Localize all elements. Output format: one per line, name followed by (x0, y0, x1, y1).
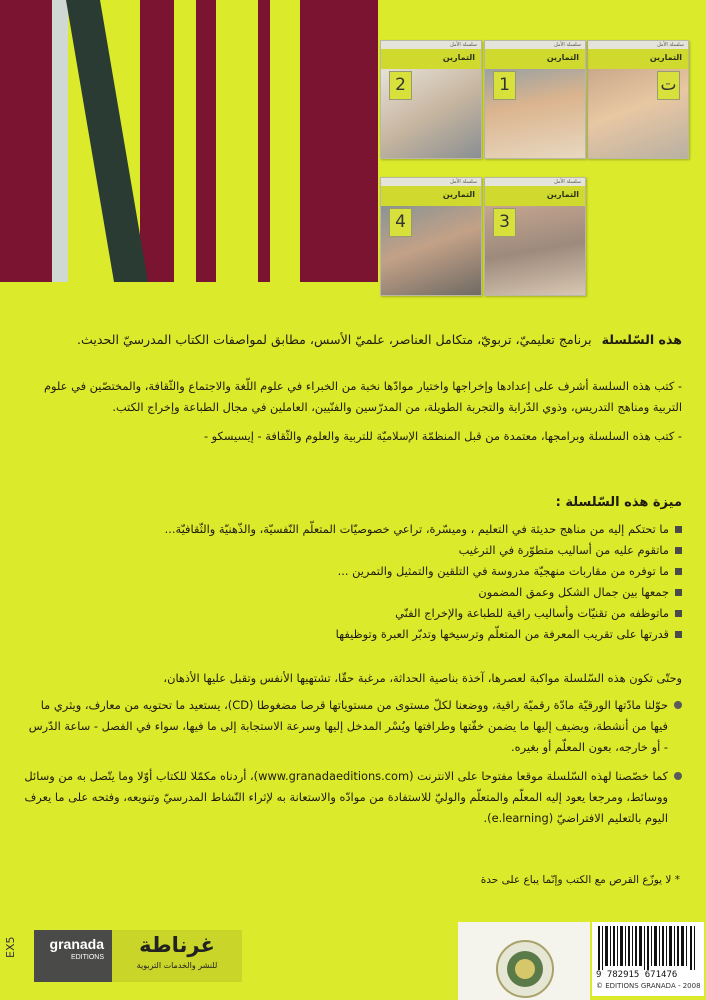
book-cover-level-4: سلسلة الأمل التمارين 4 (380, 177, 482, 296)
feature-item: جمعها بين جمال الشكل وعمق المضمون (24, 582, 682, 603)
feature-item: ما تحتكم إليه من مناهج حديثة في التعليم ، وميسّرة، تراعي خصوصيّات المتعلّم النّفسيّة، والذّهنيّة والثّقافيّة... (24, 519, 682, 540)
bullet-circle-icon (674, 772, 682, 780)
website-item: كما خصّصنا لهذه السّلسلة موقعا مفتوحا على الانترنت (www.granadaeditions.com)، أردناه مكمّلا للكتاب أوّلا وما يتّصل به من وسائل ووسائط، ومرجعا يعود إليه المعلّم والمتعلّم والوليّ للاستفادة من موادّه والاستعانة به لإثراء النّشاط المدرسيّ وتنويعه، وفتحه على ما يعرف اليوم بالتعليم الافتراضيّ (e.learning). (24, 766, 682, 829)
isesco-seal-icon (494, 938, 556, 1000)
bullet-square-icon (675, 631, 682, 638)
features-heading: ميزة هذه السّلسلة : (555, 495, 682, 510)
book-cover-level-1: سلسلة الأمل التمارين 1 (484, 40, 586, 159)
publisher-logo: granada EDITIONS غرناطة للنشر والخدمات التربوية (34, 930, 242, 982)
intro-section (24, 329, 682, 350)
feature-item: ماتقوم عليه من أساليب متطوّرة في الترغيب (24, 540, 682, 561)
intro-lead: هذه السّلسلة (601, 332, 682, 347)
closing-text: وحتّى تكون هذه السّلسلة مواكبة لعصرها، آخذة بناصية الحداثة، مرغبة حقّا، تشتهيها الأنفس وتقبل عليها الأذهان، (163, 671, 682, 685)
maroon-panel (300, 0, 378, 282)
barcode-icon (596, 926, 700, 970)
bullet-square-icon (675, 526, 682, 533)
level-badge: 2 (389, 71, 412, 100)
bullet-square-icon (675, 610, 682, 617)
closing-section (24, 668, 682, 829)
bullet-circle-icon (674, 701, 682, 709)
cd-item: حوّلنا مادّتها الورقيّة مادّة رقميّة راقية، ووضعنا لكلّ مستوى من مستوياتها قرصا مضغوطا (CD)، يستعيد ما تحتويه من معارف، ويثري ما فيها من أنشطة، ويضيف إليها ما يضمن خفّتها وطرافتها ويُسْر المدخل إليها وسرعة الاستجابة إلى ما فيها، سواء في الفصل - ساعة الدّرس - أو خارجه، بعون المعلّم أو بغيره. (24, 695, 682, 758)
bullet-square-icon (675, 568, 682, 575)
level-badge: 1 (493, 71, 516, 100)
barcode-box (592, 922, 704, 996)
bullet-square-icon (675, 589, 682, 596)
level-badge: ت (657, 71, 680, 100)
copyright: © EDITIONS GRANADA - 2008 (596, 982, 701, 990)
feature-item: ماتوظفه من تقنيّات وأساليب راقية للطباعة والإخراج الفنّي (24, 603, 682, 624)
book-cover-level-2: سلسلة الأمل التمارين 2 (380, 40, 482, 159)
intro-text: برنامج تعليميّ، تربويّ، متكامل العناصر، علميّ الأسس، مطابق لمواصفات الكتاب المدرسيّ الحديث. (77, 332, 592, 347)
isbn-digits: 9 782915 671476 (596, 970, 678, 980)
book-cover-level-3: سلسلة الأمل التمارين 3 (484, 177, 586, 296)
paragraphs-section (24, 376, 682, 447)
paragraph-authors: - كتب هذه السلسة أشرف على إعدادها وإخراجها واختيار موادّها نخبة من الخبراء في علوم اللّغة والاجتماع والثّقافة، والمختصّين في علوم التربية ومناهج التدريس، وذوي الدّراية والتجربة الطويلة، من المدرّسين والفنّيين، العاملين في مجال الطباعة وإخراج الكتب. (43, 379, 682, 414)
feature-item: قدرتها على تقريب المعرفة من المتعلّم وترسيخها وتدبّر العبرة وتوظيفها (24, 624, 682, 645)
maroon-stripe-4 (258, 0, 270, 282)
edition-code: EX5 (4, 936, 17, 958)
features-section (24, 492, 682, 645)
bullet-square-icon (675, 547, 682, 554)
diagonal-stripe (0, 0, 200, 282)
paragraph-approval: - كتب هذه السلسلة وبرامجها، معتمدة من قبل المنظمّة الإسلاميّة للتربية والعلوم والثّقافة - إيسيسكو - (203, 429, 682, 443)
level-badge: 3 (493, 208, 516, 237)
feature-item: ما توفره من مقاربات منهجيّة مدروسة في التلقين والتمثيل والتمرين ... (24, 561, 682, 582)
level-badge: 4 (389, 208, 412, 237)
book-cover-preschool: سلسلة الأمل التمارين ت (587, 40, 689, 159)
footnote: * لا يوزّع القرص مع الكتب وإنّما يباع على حدة (480, 874, 680, 886)
